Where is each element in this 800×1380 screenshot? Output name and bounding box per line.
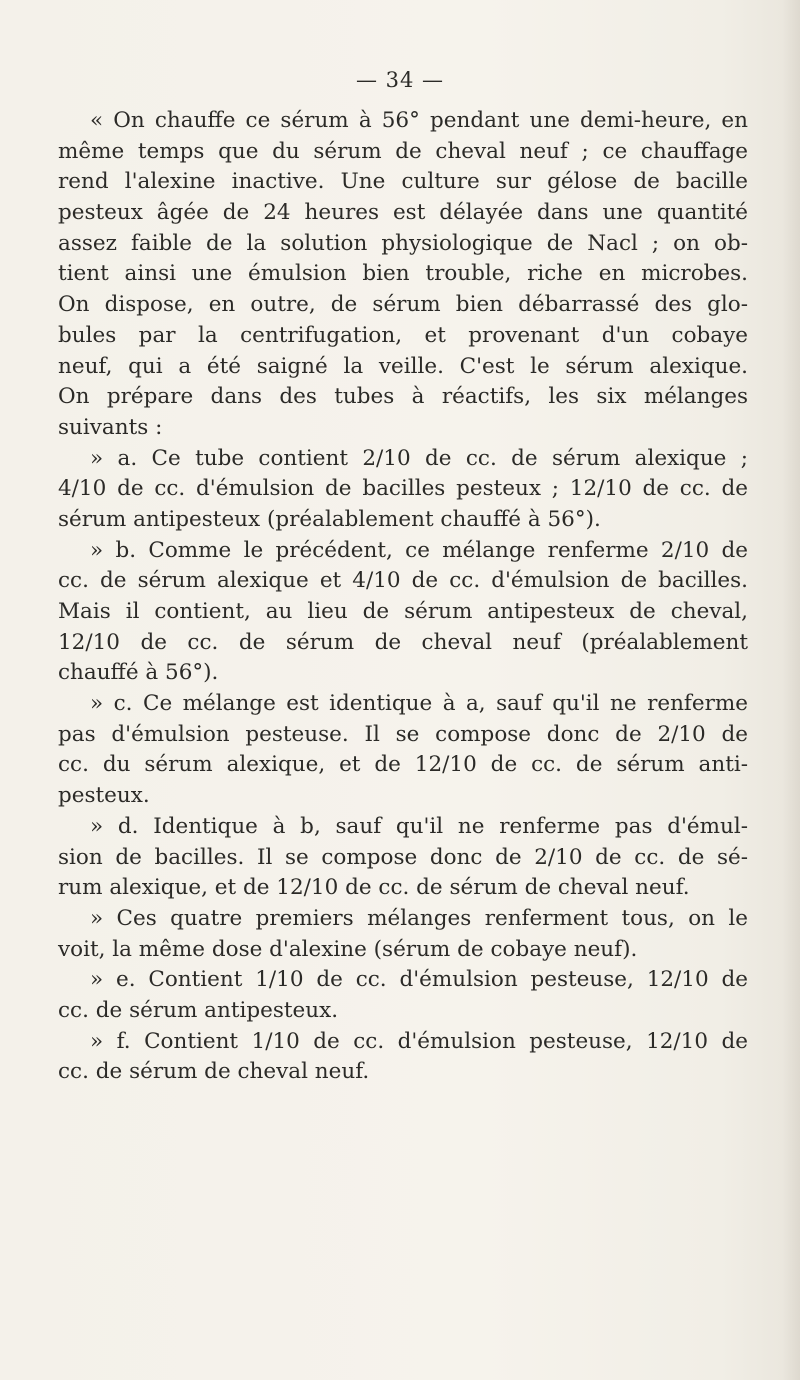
text-line: On prépare dans des tubes à réactifs, les six mélanges xyxy=(58,384,748,410)
text-line: pesteux âgée de 24 heures est délayée dans une quantité xyxy=(58,200,748,226)
text-line: voit, la même dose d'alexine (sérum de cobaye neuf). xyxy=(58,936,638,962)
text-line: » e. Contient 1/10 de cc. d'émulsion pesteuse, 12/10 de xyxy=(90,967,748,993)
text-line: cc. du sérum alexique, et de 12/10 de cc. de sérum anti- xyxy=(58,752,748,778)
text-line: bules par la centrifugation, et provenant d'un cobaye xyxy=(58,322,748,348)
text-line: rum alexique, et de 12/10 de cc. de sérum de cheval neuf. xyxy=(58,875,690,901)
text-line: sérum antipesteux (préalablement chauffé à 56°). xyxy=(58,506,601,532)
text-line: cc. de sérum alexique et 4/10 de cc. d'émulsion de bacilles. xyxy=(58,568,748,594)
body-text xyxy=(58,106,748,1088)
page-number: — 34 — xyxy=(355,68,445,92)
text-line: On dispose, en outre, de sérum bien débarrassé des glo- xyxy=(58,292,748,318)
text-line: pesteux. xyxy=(58,783,150,809)
text-line: » f. Contient 1/10 de cc. d'émulsion pesteuse, 12/10 de xyxy=(90,1028,748,1054)
text-line: cc. de sérum antipesteux. xyxy=(58,997,339,1023)
text-line: » b. Comme le précédent, ce mélange renferme 2/10 de xyxy=(90,537,748,563)
text-line: « On chauffe ce sérum à 56° pendant une demi-heure, en xyxy=(90,108,748,133)
text-line: » d. Identique à b, sauf qu'il ne renferme pas d'émul- xyxy=(90,813,748,839)
text-line: Mais il contient, au lieu de sérum antipesteux de cheval, xyxy=(58,599,748,624)
text-line: » a. Ce tube contient 2/10 de cc. de sérum alexique ; xyxy=(90,445,748,471)
text-line: suivants : xyxy=(58,414,163,440)
text-line: assez faible de la solution physiologique de Nacl ; on ob- xyxy=(58,230,748,256)
text-line: chauffé à 56°). xyxy=(58,660,219,686)
text-line: » c. Ce mélange est identique à a, sauf qu'il ne renferme xyxy=(90,691,748,717)
text-line: 4/10 de cc. d'émulsion de bacilles pesteux ; 12/10 de cc. de xyxy=(58,476,748,502)
page-edge-shadow xyxy=(782,0,800,1380)
text-line: cc. de sérum de cheval neuf. xyxy=(58,1059,370,1085)
text-line: pas d'émulsion pesteuse. Il se compose donc de 2/10 de xyxy=(58,721,748,747)
text-line: » Ces quatre premiers mélanges renferment tous, on le xyxy=(90,905,748,931)
text-line: rend l'alexine inactive. Une culture sur gélose de bacille xyxy=(58,169,748,195)
text-line: sion de bacilles. Il se compose donc de 2/10 de cc. de sé- xyxy=(58,844,748,870)
text-line: tient ainsi une émulsion bien trouble, riche en microbes. xyxy=(58,261,748,287)
text-line: 12/10 de cc. de sérum de cheval neuf (préalablement xyxy=(58,629,748,655)
text-line: même temps que du sérum de cheval neuf ; ce chauffage xyxy=(58,138,748,164)
text-line: neuf, qui a été saigné la veille. C'est le sérum alexique. xyxy=(58,353,748,379)
